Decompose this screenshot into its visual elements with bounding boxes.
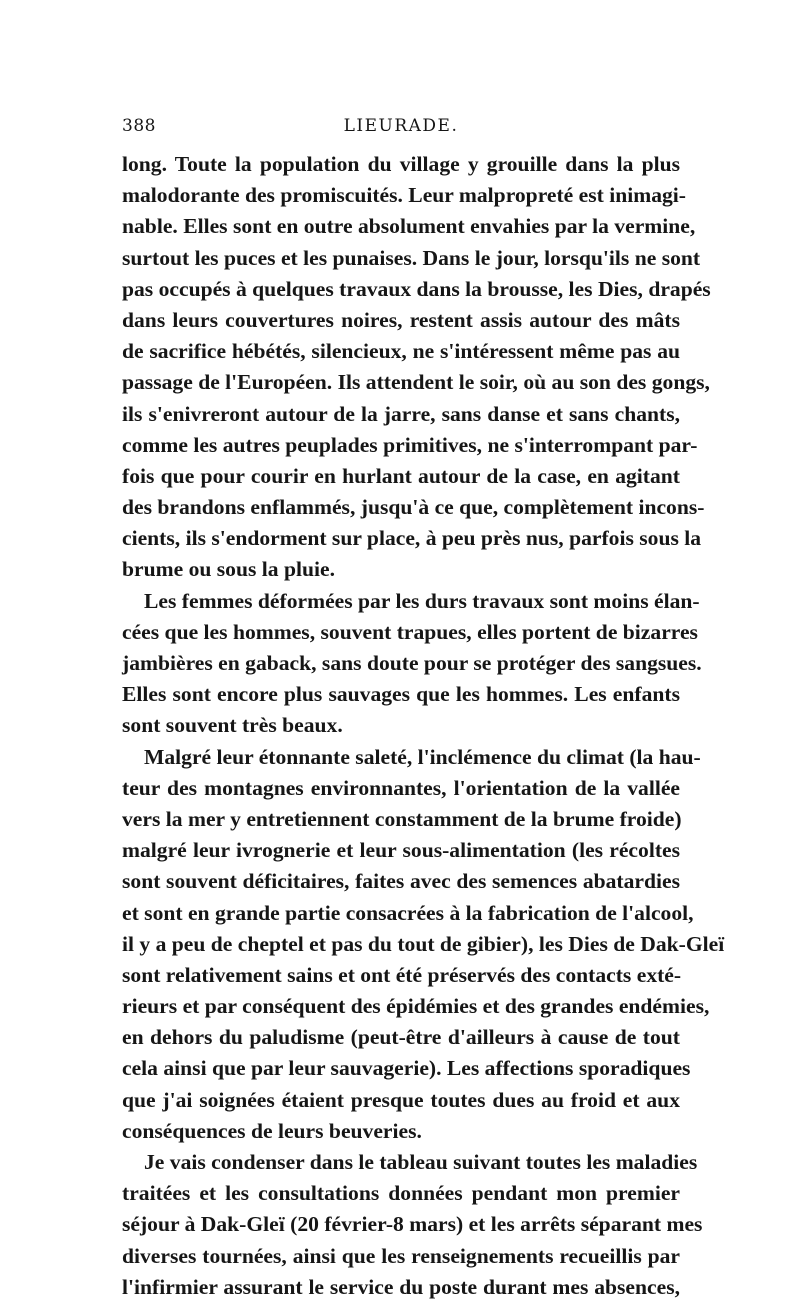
text-line: malodorante des promiscuités. Leur malpropreté est inimagi- [122, 183, 686, 208]
text-line: que j'ai soignées étaient presque toutes dues au froid et aux [122, 1087, 680, 1112]
text-line: cela ainsi que par leur sauvagerie). Les affections sporadiques [122, 1056, 691, 1081]
running-title: LIEURADE. [343, 116, 459, 136]
text-line: comme les autres peuplades primitives, ne s'interrompant par- [122, 432, 698, 457]
body-text [122, 149, 725, 1303]
text-line: jambières en gaback, sans doute pour se protéger des sangsues. [122, 651, 702, 675]
text-line: pas occupés à quelques travaux dans la brousse, les Dies, drapés [122, 276, 711, 301]
text-line: en dehors du paludisme (peut-être d'ailleurs à cause de tout [122, 1025, 680, 1050]
text-line: Malgré leur étonnante saleté, l'inclémence du climat (la hau- [144, 744, 701, 769]
text-line: teur des montagnes environnantes, l'orientation de la vallée [122, 775, 680, 800]
text-line: et sont en grande partie consacrées à la fabrication de l'alcool, [122, 900, 694, 925]
text-line: surtout les puces et les punaises. Dans le jour, lorsqu'ils ne sont [122, 245, 701, 270]
text-line: sont souvent déficitaires, faites avec des semences abatardies [122, 869, 680, 894]
text-line: il y a peu de cheptel et pas du tout de gibier), les Dies de Dak-Gleï [122, 931, 725, 956]
text-line: diverses tournées, ainsi que les renseignements recueillis par [122, 1243, 680, 1268]
text-line: fois que pour courir en hurlant autour de la case, en agitant [122, 463, 680, 488]
text-line: l'infirmier assurant le service du poste durant mes absences, [122, 1274, 680, 1299]
text-line: séjour à Dak-Gleï (20 février-8 mars) et les arrêts séparant mes [122, 1212, 703, 1237]
text-line: nable. Elles sont en outre absolument envahies par la vermine, [122, 214, 696, 239]
text-line: cées que les hommes, souvent trapues, elles portent de bizarres [122, 619, 698, 644]
text-line: vers la mer y entretiennent constamment de la brume froide) [122, 806, 682, 831]
paragraph [122, 742, 725, 1147]
paragraph [122, 149, 711, 586]
text-line: Elles sont encore plus sauvages que les hommes. Les enfants [122, 682, 680, 707]
paragraph [122, 586, 702, 742]
text-line: Les femmes déformées par les durs travaux sont moins élan- [144, 588, 700, 613]
text-line: cients, ils s'endorment sur place, à peu près nus, parfois sous la [122, 526, 702, 551]
text-line: de sacrifice hébétés, silencieux, ne s'intéressent même pas au [122, 339, 680, 364]
text-line: malgré leur ivrognerie et leur sous-alimentation (les récoltes [122, 838, 680, 863]
text-line: des brandons enflammés, jusqu'à ce que, complètement incons- [122, 495, 705, 520]
paragraph [122, 1147, 703, 1303]
text-line: conséquences de leurs beuveries. [122, 1118, 422, 1143]
text-line: traitées et les consultations données pendant mon premier [122, 1181, 680, 1206]
page-header [122, 116, 680, 146]
text-line: sont souvent très beaux. [122, 713, 343, 738]
text-line: sont relativement sains et ont été préservés des contacts exté- [122, 962, 682, 987]
text-line: Je vais condenser dans le tableau suivant toutes les maladies [144, 1150, 698, 1174]
text-line: dans leurs couvertures noires, restent assis autour des mâts [122, 307, 680, 332]
text-line: rieurs et par conséquent des épidémies et des grandes endémies, [122, 994, 710, 1019]
text-line: brume ou sous la pluie. [122, 557, 335, 582]
text-line: ils s'enivreront autour de la jarre, sans danse et sans chants, [122, 401, 680, 426]
text-line: long. Toute la population du village y grouille dans la plus [122, 152, 680, 176]
text-line: passage de l'Européen. Ils attendent le soir, où au son des gongs, [122, 370, 710, 395]
page-number: 388 [122, 116, 156, 136]
